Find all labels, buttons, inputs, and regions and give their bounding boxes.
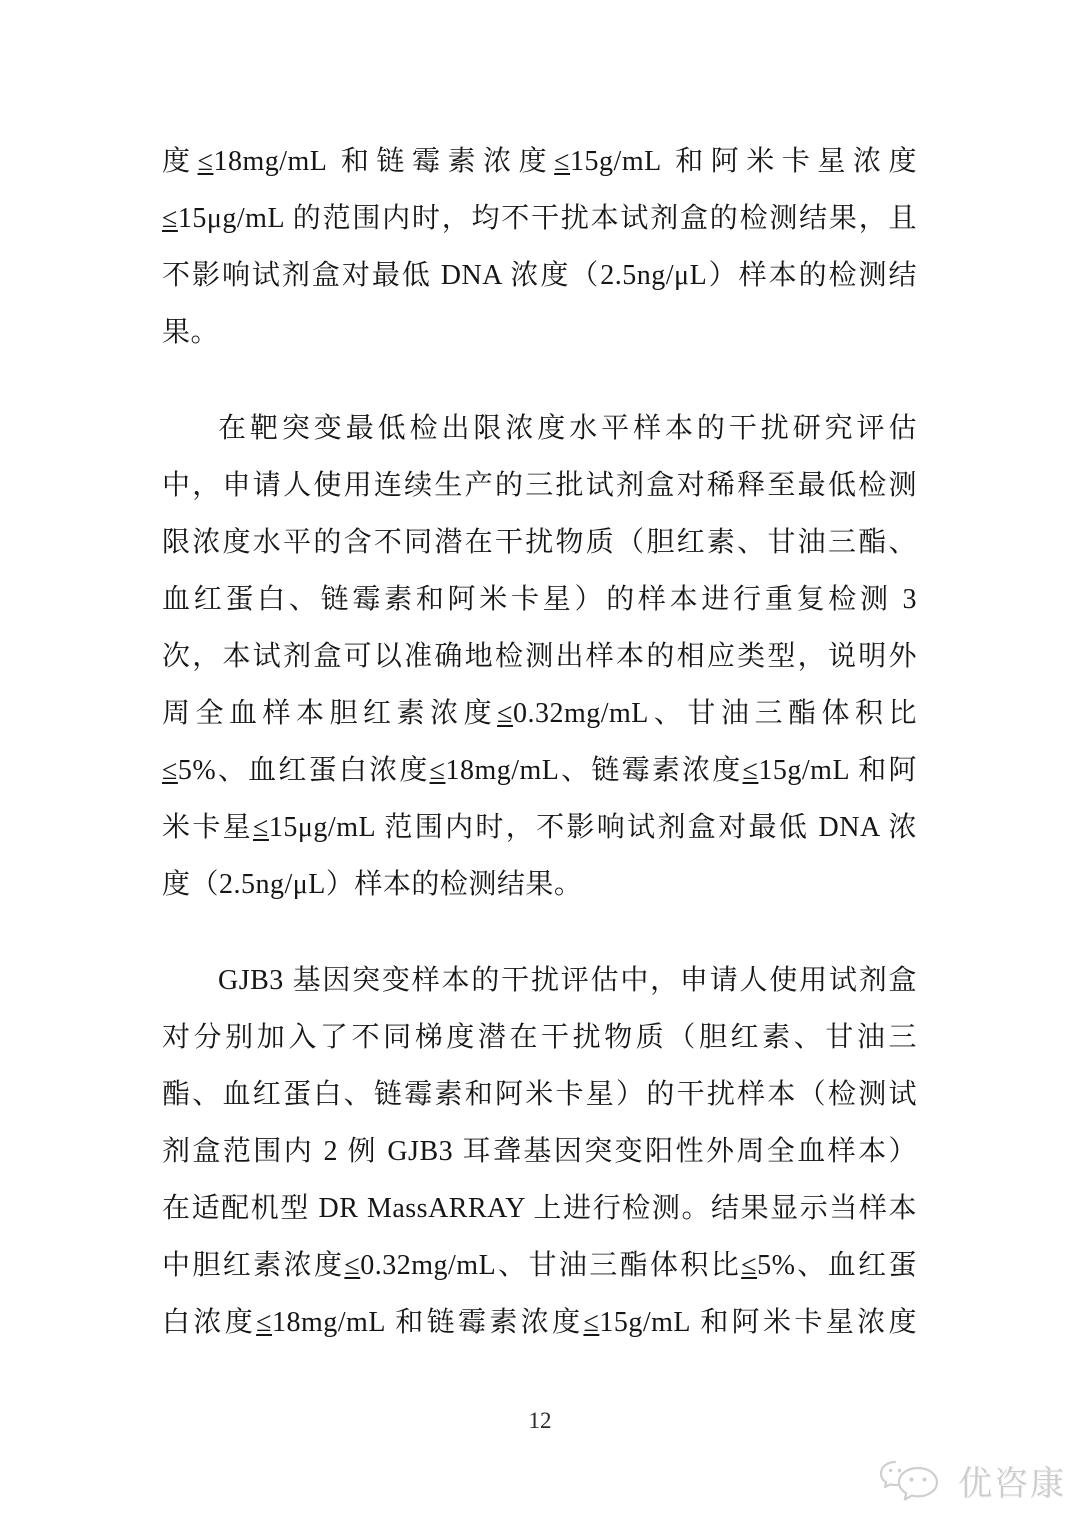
text-line: 次，本试剂盒可以准确地检测出样本的相应类型，说明外 (162, 641, 917, 672)
brand-name: 优咨康 (958, 1465, 1066, 1503)
text-line: 果。 (162, 317, 220, 348)
paragraph (162, 952, 917, 1351)
text-line: 中胆红素浓度≤0.32mg/mL、甘油三酯体积比≤5%、血红蛋 (162, 1250, 917, 1281)
paragraph (162, 400, 917, 913)
text-line: ≤15μg/mL 的范围内时，均不干扰本试剂盒的检测结果，且 (162, 203, 917, 234)
text-line: 血红蛋白、链霉素和阿米卡星）的样本进行重复检测 3 (162, 584, 917, 615)
text-line: 不影响试剂盒对最低 DNA 浓度（2.5ng/μL）样本的检测结 (162, 260, 917, 291)
text-line: 在靶突变最低检出限浓度水平样本的干扰研究评估 (218, 413, 917, 444)
page-number: 12 (528, 1408, 552, 1433)
document-body (162, 133, 917, 1351)
text-line: GJB3 基因突变样本的干扰评估中，申请人使用试剂盒 (218, 965, 917, 996)
paragraph (162, 133, 917, 361)
text-line: 度≤18mg/mL 和链霉素浓度≤15g/mL 和阿米卡星浓度 (162, 146, 917, 177)
text-line: 中，申请人使用连续生产的三批试剂盒对稀释至最低检测 (162, 470, 917, 501)
text-line: 在适配机型 DR MassARRAY 上进行检测。结果显示当样本 (162, 1193, 917, 1224)
text-line: 酯、血红蛋白、链霉素和阿米卡星）的干扰样本（检测试 (162, 1079, 917, 1110)
text-line: 周全血样本胆红素浓度≤0.32mg/mL、甘油三酯体积比 (162, 698, 917, 729)
wechat-icon (874, 1458, 952, 1510)
text-line: 度（2.5ng/μL）样本的检测结果。 (162, 869, 583, 900)
text-line: 限浓度水平的含不同潜在干扰物质（胆红素、甘油三酯、 (162, 527, 917, 558)
text-line: 剂盒范围内 2 例 GJB3 耳聋基因突变阳性外周全血样本） (162, 1136, 917, 1167)
brand-watermark (874, 1458, 1066, 1510)
text-line: 米卡星≤15μg/mL 范围内时，不影响试剂盒对最低 DNA 浓 (162, 812, 917, 843)
text-line: 对分别加入了不同梯度潜在干扰物质（胆红素、甘油三 (162, 1022, 917, 1053)
text-line: ≤5%、血红蛋白浓度≤18mg/mL、链霉素浓度≤15g/mL 和阿 (162, 755, 917, 786)
text-line: 白浓度≤18mg/mL 和链霉素浓度≤15g/mL 和阿米卡星浓度 (162, 1307, 918, 1338)
